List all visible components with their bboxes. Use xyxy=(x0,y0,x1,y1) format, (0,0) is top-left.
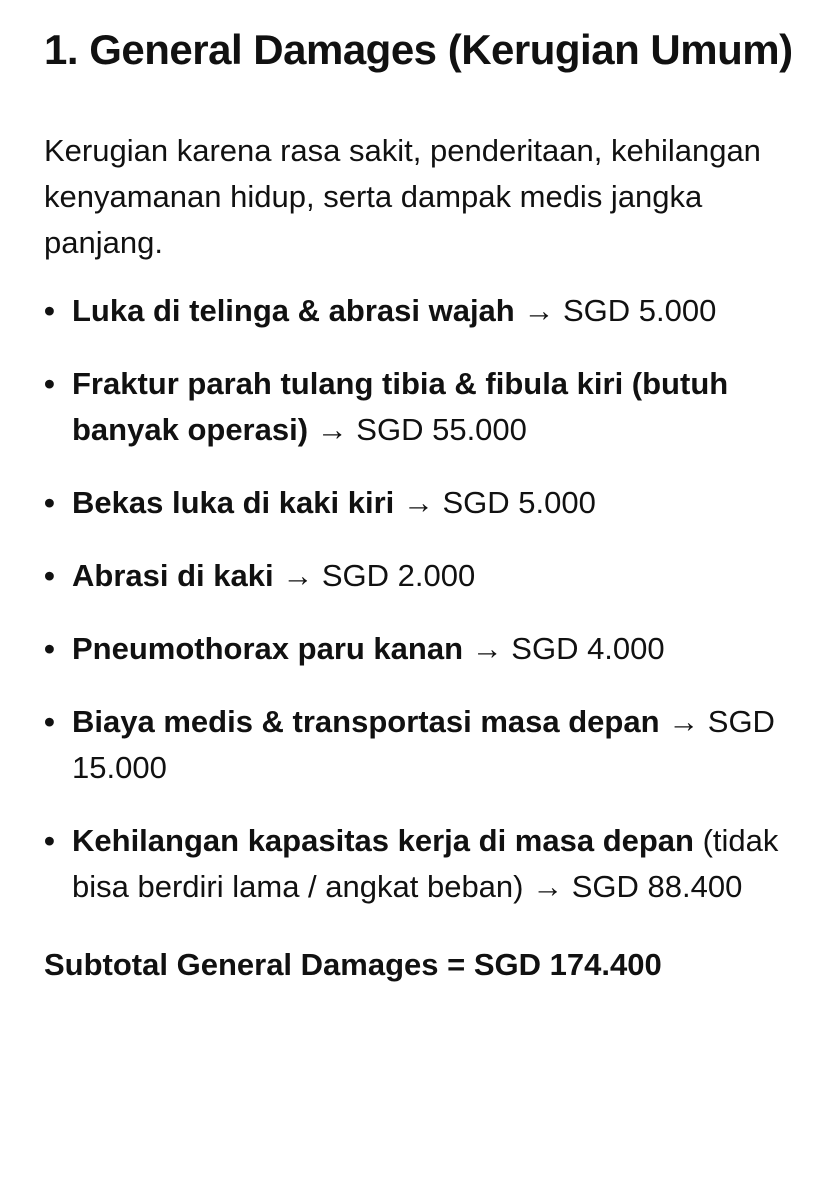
list-item xyxy=(44,553,804,599)
item-label: Pneumothorax paru kanan xyxy=(72,631,464,666)
list-item xyxy=(44,480,804,526)
list-item xyxy=(44,288,804,334)
bullet-dot-icon: • xyxy=(44,293,55,328)
item-label: Luka di telinga & abrasi wajah xyxy=(72,293,515,328)
bullet-dot-icon: • xyxy=(44,558,55,593)
item-label: Bekas luka di kaki kiri xyxy=(72,485,395,520)
arrow-right-icon: → xyxy=(282,558,314,593)
item-label: Biaya medis & transportasi masa depan xyxy=(72,704,660,739)
item-amount: SGD 5.000 xyxy=(562,293,717,328)
bullet-dot-icon: • xyxy=(44,485,55,520)
item-amount: SGD 55.000 xyxy=(356,412,527,447)
list-item xyxy=(44,361,804,453)
document-content xyxy=(44,20,804,988)
item-note: (tidak bisa berdiri lama / angkat beban) xyxy=(72,823,779,904)
bullet-dot-icon: • xyxy=(44,366,55,401)
arrow-right-icon: → xyxy=(402,485,434,520)
item-amount: SGD 88.400 xyxy=(571,869,743,904)
list-item xyxy=(44,626,804,672)
list-item xyxy=(44,699,804,791)
item-amount: SGD 4.000 xyxy=(511,631,665,666)
arrow-right-icon: → xyxy=(316,412,348,447)
item-label: Kehilangan kapasitas kerja di masa depan xyxy=(72,823,694,858)
subtotal-line: Subtotal General Damages = SGD 174.400 xyxy=(44,947,662,982)
item-label: Fraktur parah tulang tibia & fibula kiri (butuh banyak operasi) xyxy=(72,366,729,447)
item-amount: SGD 15.000 xyxy=(72,704,775,785)
item-amount: SGD 5.000 xyxy=(442,485,596,520)
bullet-dot-icon: • xyxy=(44,823,55,858)
arrow-right-icon: → xyxy=(668,704,700,739)
item-label: Abrasi di kaki xyxy=(72,558,274,593)
bullet-dot-icon: • xyxy=(44,631,55,666)
bullet-dot-icon: • xyxy=(44,704,55,739)
intro-paragraph: Kerugian karena rasa sakit, penderitaan, kehilangan kenyamanan hidup, serta dampak medis jangka panjang. xyxy=(44,133,761,260)
section-heading: 1. General Damages (Kerugian Umum) xyxy=(44,26,793,73)
damages-list xyxy=(44,288,804,910)
list-item xyxy=(44,818,804,910)
item-amount: SGD 2.000 xyxy=(321,558,476,593)
arrow-right-icon: → xyxy=(532,869,564,904)
arrow-right-icon: → xyxy=(471,631,503,666)
arrow-right-icon: → xyxy=(523,293,555,328)
